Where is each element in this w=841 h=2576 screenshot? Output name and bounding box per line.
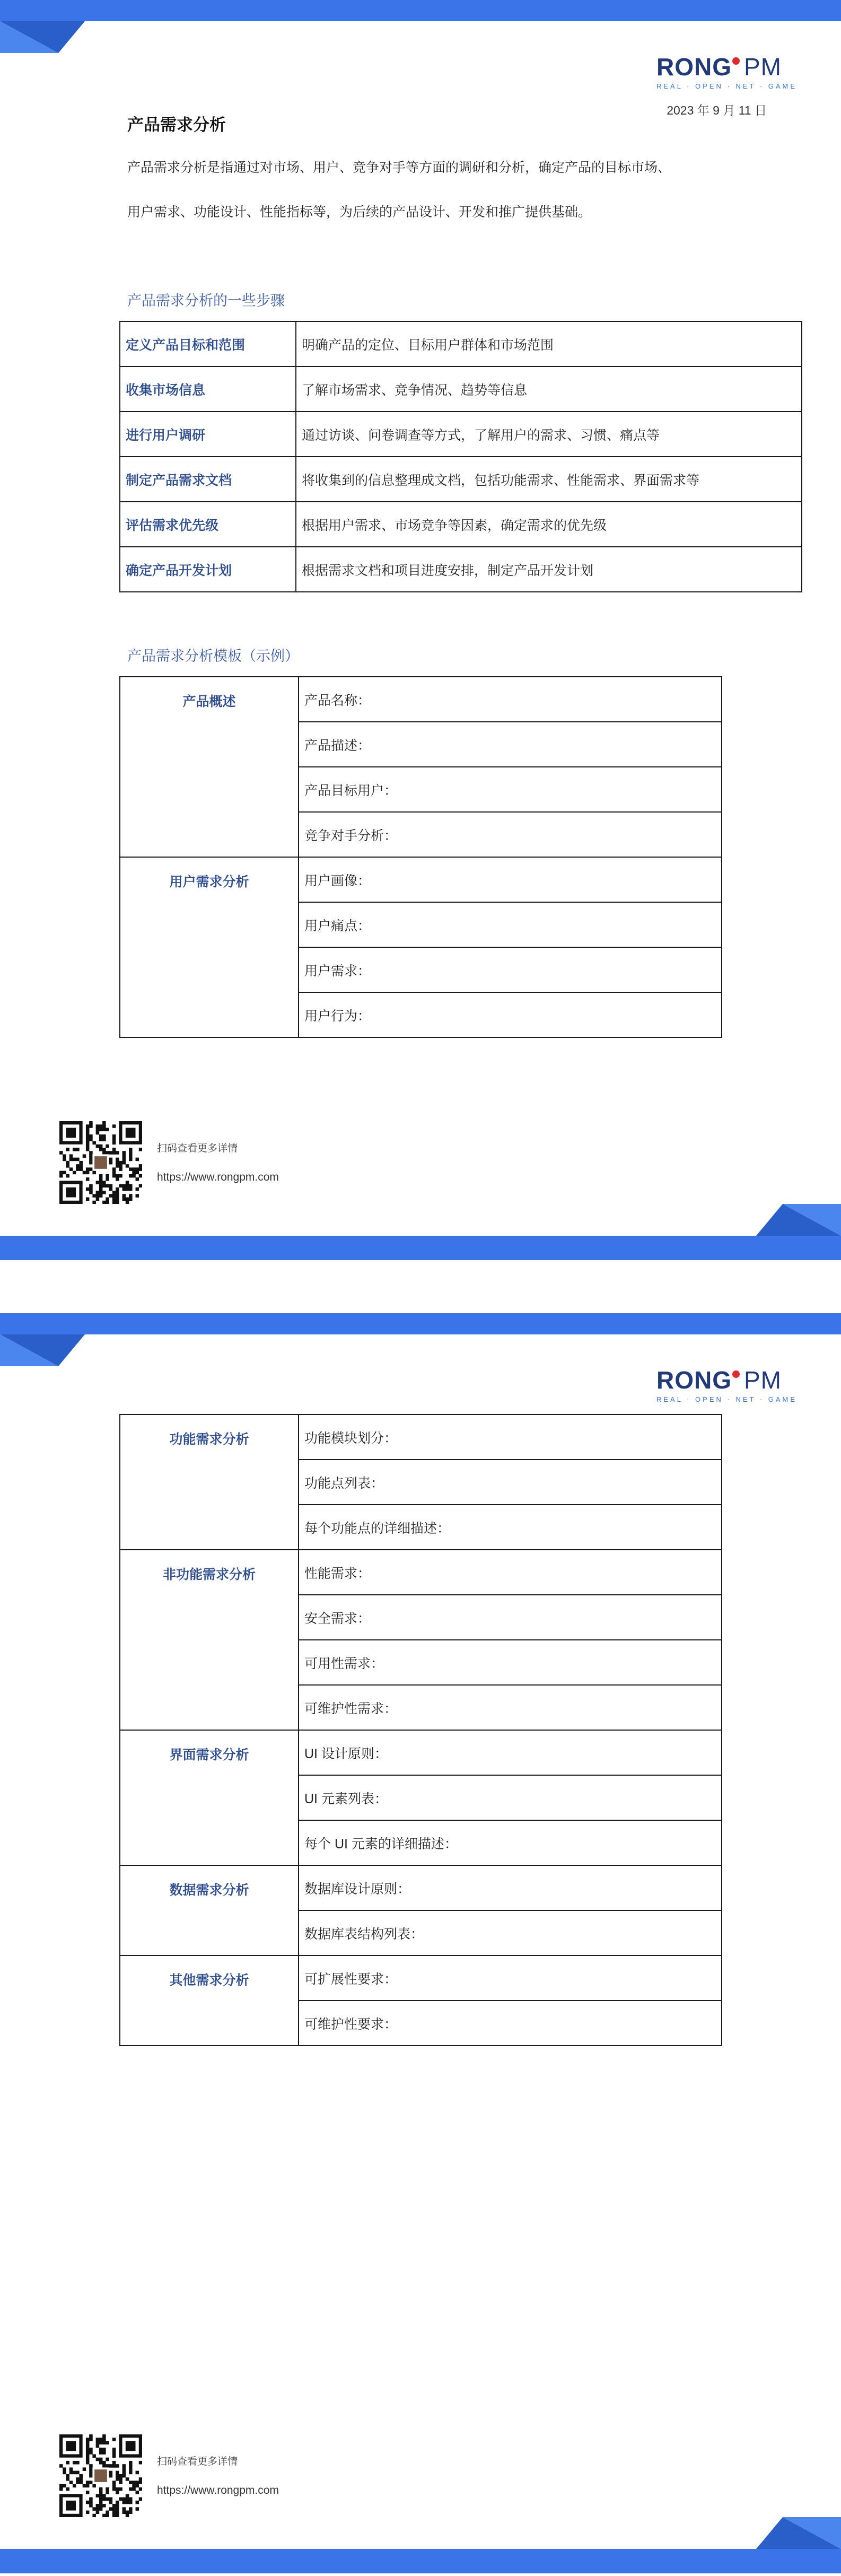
step-name-cell: 评估需求优先级 — [120, 502, 296, 547]
template-field-cell: 用户画像： — [299, 857, 722, 902]
template-table-row — [120, 1730, 722, 1775]
template-group-cell: 功能需求分析 — [120, 1414, 299, 1550]
document-title: 产品需求分析 — [127, 116, 226, 134]
template-field-cell: 数据库设计原则： — [299, 1865, 722, 1910]
template-field-cell: 竞争对手分析： — [299, 812, 722, 857]
steps-heading: 产品需求分析的一些步骤 — [127, 293, 285, 309]
template-field-cell: 性能需求： — [299, 1550, 722, 1595]
template-field-cell: 产品描述： — [299, 722, 722, 767]
step-name-cell: 定义产品目标和范围 — [120, 321, 296, 366]
template-field-cell: 每个功能点的详细描述： — [299, 1505, 722, 1550]
template-field-cell: 用户行为： — [299, 992, 722, 1037]
steps-table — [119, 321, 802, 592]
template-group-cell: 产品概述 — [120, 677, 299, 857]
template-group-cell: 非功能需求分析 — [120, 1550, 299, 1730]
header-bar — [0, 0, 841, 21]
footer-bar — [0, 1236, 841, 1260]
template-table-row — [120, 1955, 722, 2001]
template-group-cell: 数据需求分析 — [120, 1865, 299, 1955]
template-field-cell: 每个 UI 元素的详细描述： — [299, 1820, 722, 1865]
step-name-cell: 确定产品开发计划 — [120, 547, 296, 592]
template-field-cell: 功能模块划分： — [299, 1414, 722, 1460]
header-bar — [0, 1313, 841, 1334]
document-page-1 — [0, 0, 841, 1260]
step-description-cell: 根据需求文档和项目进度安排，制定产品开发计划 — [296, 547, 802, 592]
document-page-2 — [0, 1313, 841, 2573]
step-description-cell: 了解市场需求、竞争情况、趋势等信息 — [296, 366, 802, 412]
step-name-cell: 进行用户调研 — [120, 412, 296, 457]
template-field-cell: 可扩展性要求： — [299, 1955, 722, 2001]
template-table-row — [120, 1550, 722, 1595]
template-group-cell: 用户需求分析 — [120, 857, 299, 1037]
brand-logo: RONG PM REAL · OPEN · NET · GAME — [656, 1366, 798, 1403]
template-table-row — [120, 1865, 722, 1910]
footer-corner-decoration — [751, 1204, 841, 1236]
template-table-row — [120, 677, 722, 722]
steps-table-row — [120, 457, 802, 502]
template-field-cell: 产品名称： — [299, 677, 722, 722]
template-field-cell: 数据库表结构列表： — [299, 1910, 722, 1955]
step-description-cell: 明确产品的定位、目标用户群体和市场范围 — [296, 321, 802, 366]
template-field-cell: 可用性需求： — [299, 1640, 722, 1685]
footer-corner-decoration — [751, 2517, 841, 2549]
template-group-cell: 其他需求分析 — [120, 1955, 299, 2046]
template-field-cell: 可维护性要求： — [299, 2001, 722, 2046]
template-field-cell: 用户痛点： — [299, 902, 722, 947]
steps-table-row — [120, 547, 802, 592]
intro-paragraph-line-2: 用户需求、功能设计、性能指标等，为后续的产品设计、开发和推广提供基础。 — [127, 205, 592, 220]
step-description-cell: 将收集到的信息整理成文档，包括功能需求、性能需求、界面需求等 — [296, 457, 802, 502]
qr-caption: 扫码查看更多详情 — [157, 2456, 238, 2467]
template-group-cell: 界面需求分析 — [120, 1730, 299, 1865]
steps-table-row — [120, 502, 802, 547]
template-table-row — [120, 1414, 722, 1460]
step-name-cell: 制定产品需求文档 — [120, 457, 296, 502]
template-field-cell: 安全需求： — [299, 1595, 722, 1640]
template-field-cell: 可维护性需求： — [299, 1685, 722, 1730]
template-table-part-1 — [119, 676, 722, 1038]
steps-table-row — [120, 412, 802, 457]
intro-paragraph-line-1: 产品需求分析是指通过对市场、用户、竞争对手等方面的调研和分析，确定产品的目标市场、 — [127, 160, 671, 175]
template-field-cell: UI 元素列表： — [299, 1775, 722, 1820]
template-field-cell: 产品目标用户： — [299, 767, 722, 812]
website-link[interactable]: https://www.rongpm.com — [157, 1171, 279, 1183]
qr-code — [59, 2434, 142, 2517]
template-field-cell: 用户需求： — [299, 947, 722, 992]
page-gap — [0, 1260, 841, 1313]
template-table-part-2 — [119, 1414, 722, 2046]
template-table-row — [120, 857, 722, 902]
template-field-cell: 功能点列表： — [299, 1460, 722, 1505]
step-description-cell: 根据用户需求、市场竞争等因素，确定需求的优先级 — [296, 502, 802, 547]
steps-table-row — [120, 366, 802, 412]
step-name-cell: 收集市场信息 — [120, 366, 296, 412]
steps-table-row — [120, 321, 802, 366]
template-heading: 产品需求分析模板（示例） — [127, 648, 299, 664]
footer-bar — [0, 2549, 841, 2573]
qr-caption: 扫码查看更多详情 — [157, 1143, 238, 1154]
template-field-cell: UI 设计原则： — [299, 1730, 722, 1775]
website-link[interactable]: https://www.rongpm.com — [157, 2484, 279, 2496]
document-date: 2023 年 9 月 11 日 — [667, 103, 767, 117]
qr-code — [59, 1121, 142, 1204]
brand-logo: RONG PM REAL · OPEN · NET · GAME — [656, 53, 798, 90]
step-description-cell: 通过访谈、问卷调查等方式，了解用户的需求、习惯、痛点等 — [296, 412, 802, 457]
